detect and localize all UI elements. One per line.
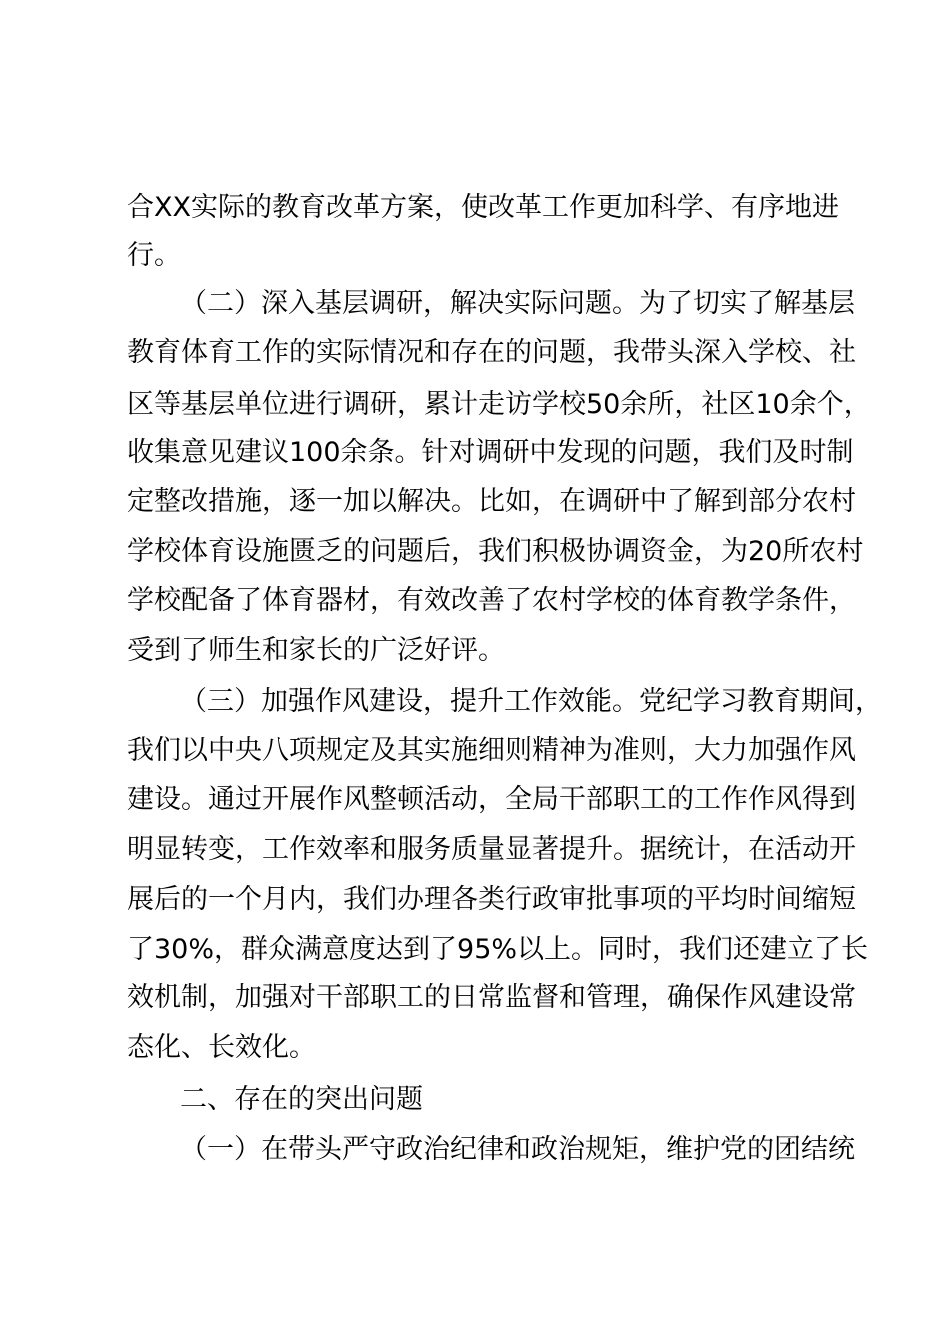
text-line: 合XX实际的教育改革方案，使改革工作更加科学、有序地进 — [127, 192, 839, 223]
text-line: 定整改措施，逐一加以解决。比如，在调研中了解到部分农村 — [127, 486, 856, 517]
text-line: 学校配备了体育器材，有效改善了农村学校的体育教学条件， — [127, 585, 856, 616]
text-line: 态化、长效化。 — [127, 1032, 316, 1063]
text-line: 我们以中央八项规定及其实施细则精神为准则，大力加强作风 — [127, 735, 856, 766]
text-line: 效机制，加强对干部职工的日常监督和管理，确保作风建设常 — [127, 982, 856, 1013]
text-line: 了30%，群众满意度达到了95%以上。同时，我们还建立了长 — [127, 934, 869, 965]
text-line: 学校体育设施匮乏的问题后，我们积极协调资金，为20所农村 — [127, 536, 864, 567]
text-line: 受到了师生和家长的广泛好评。 — [127, 635, 505, 666]
text-line: （三）加强作风建设，提升工作效能。党纪学习教育期间， — [180, 686, 882, 717]
text-line: 展后的一个月内，我们办理各类行政审批事项的平均时间缩短 — [127, 884, 856, 915]
text-line: （二）深入基层调研，解决实际问题。为了切实了解基层 — [180, 288, 855, 319]
text-line: 建设。通过开展作风整顿活动，全局干部职工的工作作风得到 — [127, 784, 856, 815]
text-line: （一）在带头严守政治纪律和政治规矩，维护党的团结统 — [180, 1134, 855, 1165]
text-line: 区等基层单位进行调研，累计走访学校50余所，社区10余个， — [127, 389, 871, 420]
section-heading: 二、存在的突出问题 — [180, 1084, 423, 1115]
text-line: 教育体育工作的实际情况和存在的问题，我带头深入学校、社 — [127, 337, 856, 368]
text-line: 行。 — [127, 240, 181, 271]
text-line: 收集意见建议100余条。针对调研中发现的问题，我们及时制 — [127, 437, 854, 468]
text-line: 明显转变，工作效率和服务质量显著提升。据统计，在活动开 — [127, 834, 856, 865]
